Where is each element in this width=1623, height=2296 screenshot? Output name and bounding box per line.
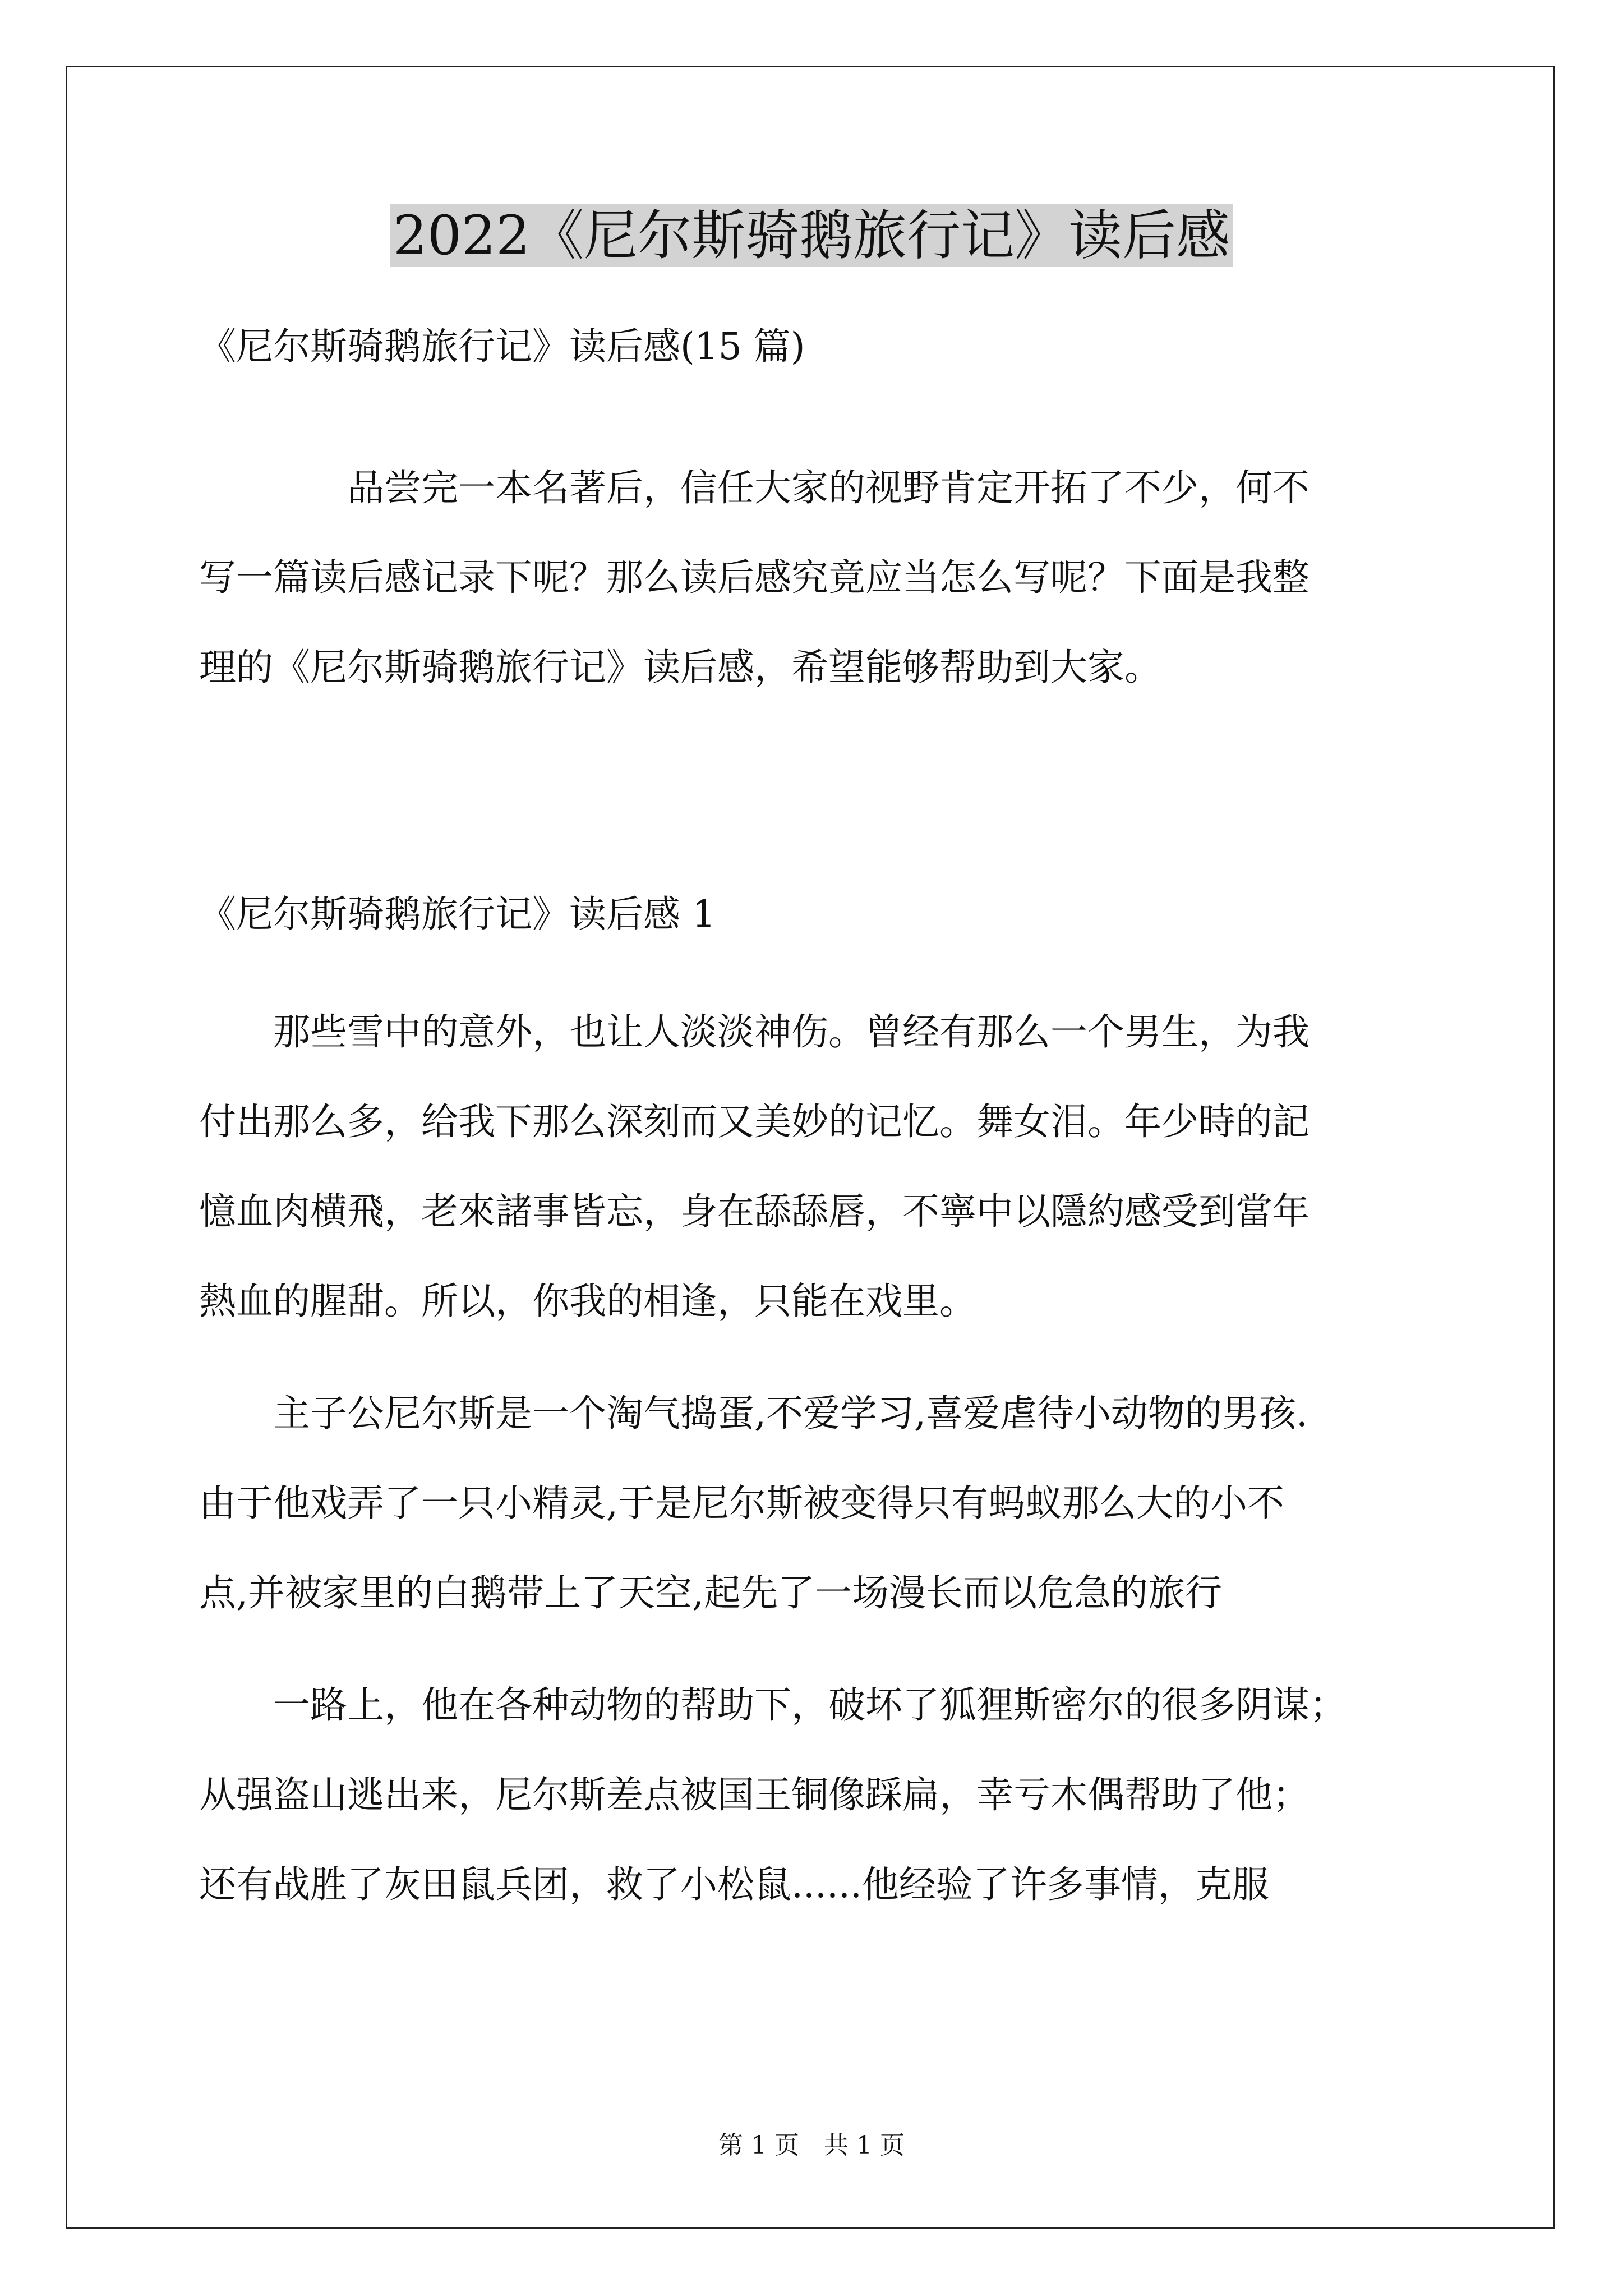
document-title [0,199,1623,272]
paragraph-2-line-2: 由于他戏弄了一只小精灵,于是尼尔斯被变得只有蚂蚁那么大的小不 [199,1481,1284,1525]
paragraph-1-line-4: 熱血的腥甜。所以，你我的相逢，只能在戏里。 [199,1280,976,1323]
paragraph-3-line-3: 还有战胜了灰田鼠兵团，救了小松鼠......他经验了许多事情，克服 [199,1863,1269,1906]
paragraph-1-line-3: 憶血肉横飛，老來諸事皆忘，身在舔舔唇，不寧中以隱約感受到當年 [199,1190,1310,1233]
document-title-text: 2022《尼尔斯骑鹅旅行记》读后感 [390,204,1233,267]
section-heading: 《尼尔斯骑鹅旅行记》读后感 1 [199,892,716,936]
intro-line-2: 写一篇读后感记录下呢？那么读后感究竟应当怎么写呢？下面是我整 [199,556,1310,599]
paragraph-1-line-1: 那些雪中的意外，也让人淡淡神伤。曾经有那么一个男生，为我 [199,1010,1310,1053]
paragraph-3-line-1: 一路上，他在各种动物的帮助下，破坏了狐狸斯密尔的很多阴谋； [199,1683,1347,1727]
paragraph-1-line-2: 付出那么多，给我下那么深刻而又美妙的记忆。舞女泪。年少時的記 [199,1100,1310,1143]
paragraph-2-line-1: 主子公尼尔斯是一个淘气捣蛋,不爱学习,喜爱虐待小动物的男孩. [199,1392,1308,1435]
intro-line-1: 品尝完一本名著后，信任大家的视野肯定开拓了不少，何不 [199,466,1310,509]
paragraph-2-line-3: 点,并被家里的白鹅带上了天空,起先了一场漫长而以危急的旅行 [199,1571,1222,1614]
paragraph-3-line-2: 从强盗山逃出来，尼尔斯差点被国王铜像踩扁，幸亏木偶帮助了他； [199,1773,1310,1816]
page-number-label: 第 1 页 共 1 页 [718,2131,905,2160]
intro-line-3: 理的《尼尔斯骑鹅旅行记》读后感，希望能够帮助到大家。 [199,646,1161,689]
page-footer [0,2129,1623,2162]
document-subtitle: 《尼尔斯骑鹅旅行记》读后感(15 篇) [199,325,805,368]
